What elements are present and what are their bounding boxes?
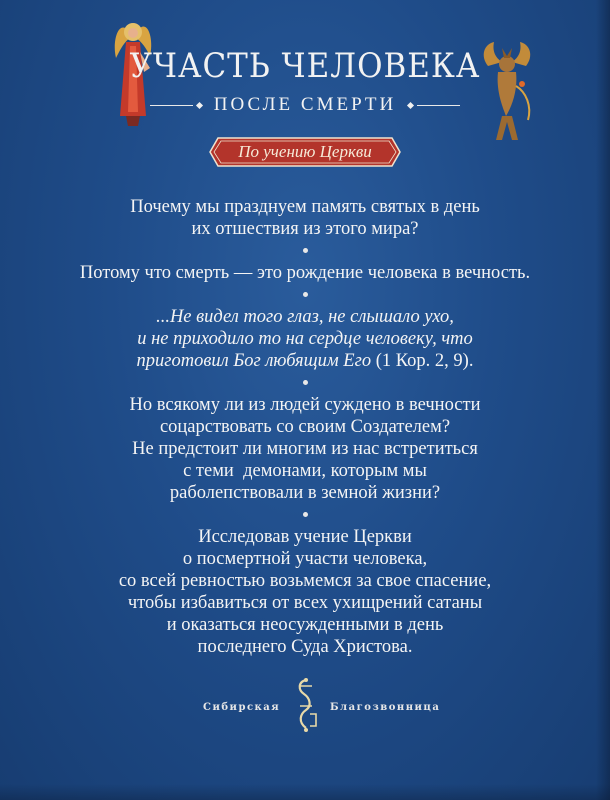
- publisher-mark: [0, 676, 610, 736]
- text-line: с теми демонами, которым мы: [183, 461, 427, 481]
- diamond-ornament-left: [196, 101, 203, 108]
- text-line: чтобы избавиться от всех ухищрений сатаны: [127, 593, 483, 613]
- divider-line-left: [150, 105, 193, 106]
- text-line: и оказаться неосужденными в день: [166, 615, 444, 635]
- publisher-name-left: Сибирская: [203, 702, 281, 713]
- text-line: и не приходило то на сердце человеку, что: [137, 329, 473, 349]
- text-line: Потому что смерть — это рождение человека в вечность.: [79, 263, 531, 283]
- text-line: Не предстоит ли многим из нас встретиться: [132, 439, 478, 459]
- closing-paragraph: [40, 526, 570, 658]
- dot-separator: [40, 372, 570, 394]
- text-line: соцарствовать со своим Создателем?: [159, 417, 451, 437]
- scripture-quote: [40, 306, 570, 372]
- publisher-name-right: Благозвонница: [330, 702, 441, 713]
- dot-separator: [40, 504, 570, 526]
- text-line: Почему мы празднуем память святых в день: [130, 197, 480, 217]
- divider-line-right: [417, 105, 460, 106]
- dot-separator: [40, 284, 570, 306]
- answer-paragraph: [40, 262, 570, 284]
- diamond-ornament-right: [407, 101, 414, 108]
- text-line: ...Не видел того глаз, не слышало ухо,: [156, 307, 454, 327]
- banner-text: По учению Церкви: [238, 142, 372, 161]
- text-line: со всей ревностью возьмемся за свое спасение,: [118, 571, 492, 591]
- question-paragraph-2: [40, 394, 570, 504]
- book-title: УЧАСТЬ ЧЕЛОВЕКА: [129, 46, 481, 86]
- question-paragraph-1: [40, 196, 570, 240]
- text-line: последнего Суда Христова.: [197, 637, 413, 657]
- text-line: их отшествия из этого мира?: [191, 219, 419, 239]
- text-line: раболепствовали в земной жизни?: [169, 483, 441, 503]
- quote-last-line: [40, 350, 570, 372]
- quote-reference: (1 Кор. 2, 9).: [371, 351, 474, 371]
- text-line: Но всякому ли из людей суждено в вечности: [129, 395, 481, 415]
- subtitle-row: [150, 92, 460, 118]
- cover-bottom-shadow: [0, 784, 610, 800]
- publisher-logo-icon: [290, 676, 322, 734]
- quote-text: приготовил Бог любящим Его: [136, 351, 372, 371]
- back-cover-text: [40, 196, 570, 658]
- text-line: о посмертной участи человека,: [182, 549, 428, 569]
- banner: [208, 136, 402, 168]
- text-line: Исследовав учение Церкви: [198, 527, 412, 547]
- dot-separator: [40, 240, 570, 262]
- book-subtitle: ПОСЛЕ СМЕРТИ: [213, 94, 397, 115]
